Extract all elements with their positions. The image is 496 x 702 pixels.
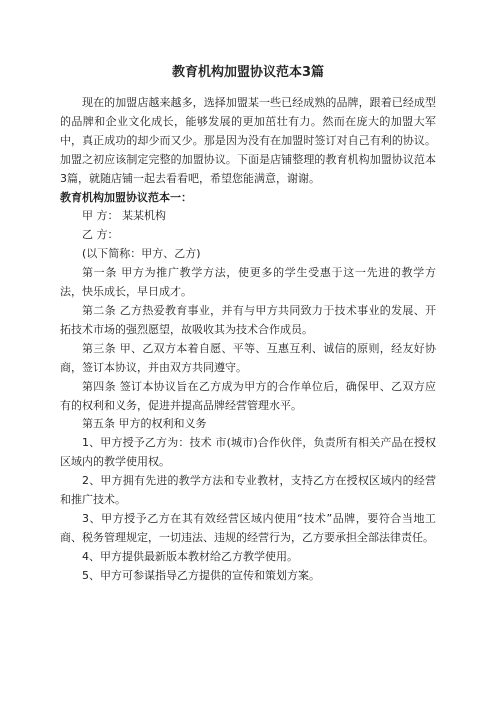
clause-2: 第二条 乙方热爱教育事业，并有与甲方共同致力于技术事业的发展、开拓技术市场的强烈愿望，故吸收其为技术合作成员。 xyxy=(60,303,436,336)
clause-5-item-1: 1、甲方授予乙方为：技术 市(城市)合作伙伴，负责所有相关产品在授权区域内的教学使用权。 xyxy=(60,436,436,469)
clause-5-item-2: 2、甲方拥有先进的教学方法和专业教材，支持乙方在授权区域内的经营和推广技术。 xyxy=(60,474,436,507)
clause-1: 第一条 甲方为推广教学方法，使更多的学生受惠于这一先进的教学方法，快乐成长，早日成才。 xyxy=(60,266,436,299)
clause-3: 第三条 甲、乙双方本着自愿、平等、互惠互利、诚信的原则，经友好协商，签订本协议，并由双方共同遵守。 xyxy=(60,341,436,374)
document-title: 教育机构加盟协议范本3篇 xyxy=(171,65,325,80)
abbreviation-line: (以下简称：甲方、乙方) xyxy=(82,247,201,261)
clause-4: 第四条 签订本协议旨在乙方成为甲方的合作单位后，确保甲、乙双方应有的权利和义务，促进并提高品牌经营管理水平。 xyxy=(60,379,436,412)
section-heading: 教育机构加盟协议范本一： xyxy=(60,190,192,204)
clause-5-item-3: 3、甲方授予乙方在其有效经营区域内使用“技术”品牌，要符合当地工商、税务管理规定，一切违法、违规的经营行为，乙方要承担全部法律责任。 xyxy=(60,511,436,544)
intro-paragraph: 现在的加盟店越来越多，选择加盟某一些已经成熟的品牌，跟着已经成型的品牌和企业文化成长，能够发展的更加茁壮有力。然而在庞大的加盟大军中，真正成功的却少而又少。那是因为没有在加盟时签订对自己有利的协议。加盟之初应该制定完整的加盟协议。下面是店铺整理的教育机构加盟协议范本3篇，就随店铺一起去看看吧，希望您能满意，谢谢。 xyxy=(60,96,436,185)
clause-5-item-5: 5、甲方可参谋指导乙方提供的宣传和策划方案。 xyxy=(82,568,320,582)
clause-5-heading: 第五条 甲方的权利和义务 xyxy=(82,417,207,431)
document-body xyxy=(60,94,436,586)
clause-5-item-4: 4、甲方提供最新版本教材给乙方教学使用。 xyxy=(82,549,298,563)
party-a-line: 甲 方： 某某机构 xyxy=(82,209,166,223)
party-b-line: 乙 方： xyxy=(82,228,119,242)
